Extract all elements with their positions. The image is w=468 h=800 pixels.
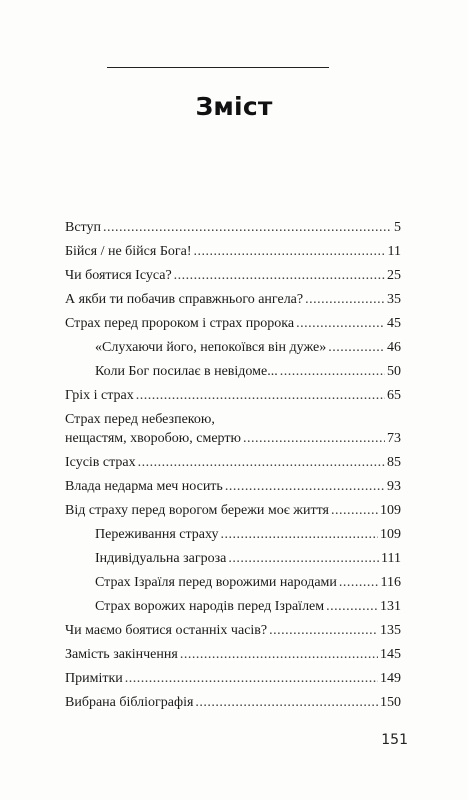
toc-entry [65,693,401,717]
dot-leader [339,573,379,592]
toc-entry-page: 145 [380,647,401,662]
toc-subentry [65,525,401,549]
toc-entry-page: 150 [380,695,401,710]
top-rule [107,67,329,68]
toc-entry [65,621,401,645]
dot-leader [195,693,378,712]
dot-leader [328,338,385,357]
toc-entry-page: 45 [387,316,401,331]
toc-entry-title: Переживання страху [95,527,219,542]
toc-entry-page: 109 [380,527,401,542]
dot-leader [220,525,378,544]
toc-entry-page: 149 [380,671,401,686]
dot-leader [243,429,385,448]
dot-leader [180,645,378,664]
dot-leader [138,453,385,472]
toc-entry-page: 116 [380,575,401,590]
dot-leader [305,290,385,309]
toc-subentry [65,338,401,362]
toc-entry-page: 25 [387,268,401,283]
toc-entry-title: Страх ворожих народів перед Ізраїлем [95,599,325,614]
toc-entry-title: Влада недарма меч носить [65,479,223,494]
toc-entry [65,645,401,669]
toc-entry-page: 46 [387,340,401,355]
toc-entry [65,477,401,501]
toc-entry [65,669,401,693]
toc-entry-title: Страх перед пророком і страх пророка [65,316,295,331]
toc-entry [65,290,401,314]
page-number: 151 [381,732,408,748]
toc-entry [65,501,401,525]
dot-leader [269,621,378,640]
toc-entry-title: «Слухаючи його, непокоївся він дуже» [95,340,327,355]
dot-leader [225,477,385,496]
toc-entry-title: Від страху перед ворогом бережи моє життя [65,503,329,518]
toc-entry-page: 50 [387,364,401,379]
toc-entry-title: А якби ти побачив справжнього ангела? [65,292,304,307]
toc-subentry [65,573,401,597]
dot-leader [228,549,379,568]
dot-leader [296,314,385,333]
toc-entry-title: Коли Бог посилає в невідоме... [95,364,278,379]
toc-entry-title: Примітки [65,671,123,686]
toc-subentry [65,362,401,386]
toc-entry-page: 111 [381,551,401,566]
toc-entry-page: 93 [387,479,401,494]
dot-leader [280,362,385,381]
toc-entry-page: 135 [380,623,401,638]
dot-leader [125,669,378,688]
toc-entry-title: Вступ [65,220,101,235]
toc-subentry [65,597,401,621]
toc-entry-title: Бійся / не бійся Бога! [65,244,192,259]
dot-leader [103,218,392,237]
toc-entry-title: Вибрана бібліографія [65,695,194,710]
toc-entry-page: 11 [387,244,401,259]
toc-entry [65,266,401,290]
dot-leader [326,597,378,616]
dot-leader [331,501,378,520]
toc-entry-title: Чи маємо боятися останніх часів? [65,623,268,638]
toc-entry [65,242,401,266]
toc-entry-title: Страх Ізраїля перед ворожими народами [95,575,337,590]
page-title: Зміст [195,92,273,121]
toc-entry [65,386,401,410]
dot-leader [194,242,386,261]
toc-entry-title: Чи боятися Ісуса? [65,268,172,283]
toc-entry [65,410,401,453]
toc-entry-page: 35 [387,292,401,307]
table-of-contents [65,218,401,717]
toc-entry-page: 73 [387,431,401,446]
toc-entry [65,218,401,242]
dot-leader [174,266,385,285]
dot-leader [136,386,385,405]
toc-entry [65,453,401,477]
toc-entry-page: 5 [394,220,401,235]
toc-entry-title: Замість закінчення [65,647,178,662]
toc-entry-title [65,410,241,448]
toc-entry-page: 65 [387,388,401,403]
toc-entry-page: 85 [387,455,401,470]
toc-entry-page: 131 [380,599,401,614]
toc-entry-title-line-1: Страх перед небезпекою, [65,412,215,427]
toc-entry-title: Ісусів страх [65,455,136,470]
toc-entry [65,314,401,338]
toc-entry-title: Індивідуальна загроза [95,551,227,566]
toc-entry-title: Гріх і страх [65,388,134,403]
toc-entry-page: 109 [380,503,401,518]
toc-entry-title-line-2: нещастям, хворобою, смертю [65,431,241,446]
toc-subentry [65,549,401,573]
